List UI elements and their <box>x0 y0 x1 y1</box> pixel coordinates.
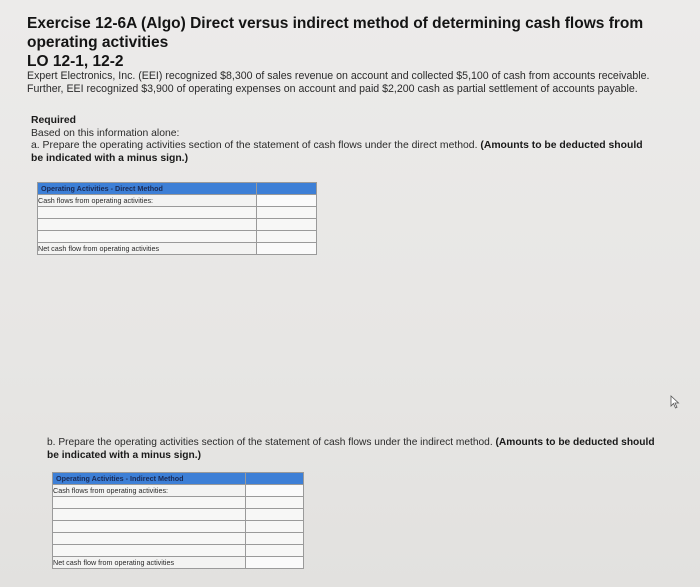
table-row <box>38 243 317 255</box>
direct-table-header: Operating Activities - Direct Method <box>38 183 257 195</box>
line-item-input[interactable] <box>53 533 246 545</box>
line-item-input[interactable] <box>53 509 246 521</box>
part-a-text: a. Prepare the operating activities section of the statement of cash flows under the direct method. <box>31 140 478 151</box>
mouse-pointer-icon <box>670 395 680 409</box>
table-row <box>53 485 304 497</box>
part-a-note: (Amounts to be deducted should <box>480 140 643 151</box>
table-row <box>38 195 317 207</box>
amount-input[interactable] <box>256 219 316 231</box>
line-item-input[interactable] <box>53 521 246 533</box>
direct-method-table <box>37 182 317 255</box>
net-cash-flow-input[interactable] <box>246 557 304 569</box>
title-line-1: Exercise 12-6A (Algo) Direct versus indirect method of determining cash flows from operating activities <box>27 15 644 51</box>
table-header-row <box>38 183 317 195</box>
amount-cell <box>246 485 304 497</box>
table-row <box>53 545 304 557</box>
line-item-input[interactable] <box>38 207 257 219</box>
problem-line-1: Expert Electronics, Inc. (EEI) recognized $8,300 of sales revenue on account and collected $5,100 of cash from accounts receivable. <box>27 70 650 82</box>
part-a-instructions <box>31 140 691 153</box>
direct-total-label: Net cash flow from operating activities <box>38 243 257 255</box>
amount-input[interactable] <box>246 497 304 509</box>
table-row <box>53 533 304 545</box>
header-blank-cell <box>256 183 316 195</box>
indirect-total-label: Net cash flow from operating activities <box>53 557 246 569</box>
line-item-input[interactable] <box>53 497 246 509</box>
part-a-note-cont: be indicated with a minus sign.) <box>31 152 189 164</box>
part-b-note: (Amounts to be deducted should <box>495 437 655 448</box>
table-row <box>38 207 317 219</box>
net-cash-flow-input[interactable] <box>256 243 316 255</box>
table-row <box>53 521 304 533</box>
table-row <box>53 497 304 509</box>
line-item-input[interactable] <box>38 219 257 231</box>
line-item-input[interactable] <box>38 231 257 243</box>
amount-input[interactable] <box>256 231 316 243</box>
part-b-instructions <box>47 437 692 462</box>
amount-input[interactable] <box>256 207 316 219</box>
line-item-input[interactable] <box>53 545 246 557</box>
exercise-title <box>27 14 697 71</box>
required-intro: Based on this information alone: <box>31 127 180 139</box>
amount-input[interactable] <box>246 545 304 557</box>
part-b-text: b. Prepare the operating activities section of the statement of cash flows under the indirect method. <box>47 437 493 448</box>
amount-input[interactable] <box>246 533 304 545</box>
amount-input[interactable] <box>246 509 304 521</box>
table-row <box>53 509 304 521</box>
amount-input[interactable] <box>246 521 304 533</box>
direct-subheader: Cash flows from operating activities: <box>38 195 257 207</box>
header-blank-cell <box>246 473 304 485</box>
table-row <box>38 219 317 231</box>
indirect-subheader: Cash flows from operating activities: <box>53 485 246 497</box>
table-row <box>53 557 304 569</box>
amount-cell <box>256 195 316 207</box>
problem-line-2: Further, EEI recognized $3,900 of operating expenses on account and paid $2,200 cash as partial settlement of accounts payable. <box>27 83 638 95</box>
required-heading: Required <box>31 115 77 126</box>
required-section <box>31 115 691 165</box>
problem-statement <box>27 70 692 96</box>
indirect-method-table <box>52 472 304 569</box>
indirect-table-header: Operating Activities - Indirect Method <box>53 473 246 485</box>
table-row <box>38 231 317 243</box>
table-header-row <box>53 473 304 485</box>
title-line-2: LO 12-1, 12-2 <box>27 53 124 70</box>
part-b-note-cont: be indicated with a minus sign.) <box>47 449 201 461</box>
